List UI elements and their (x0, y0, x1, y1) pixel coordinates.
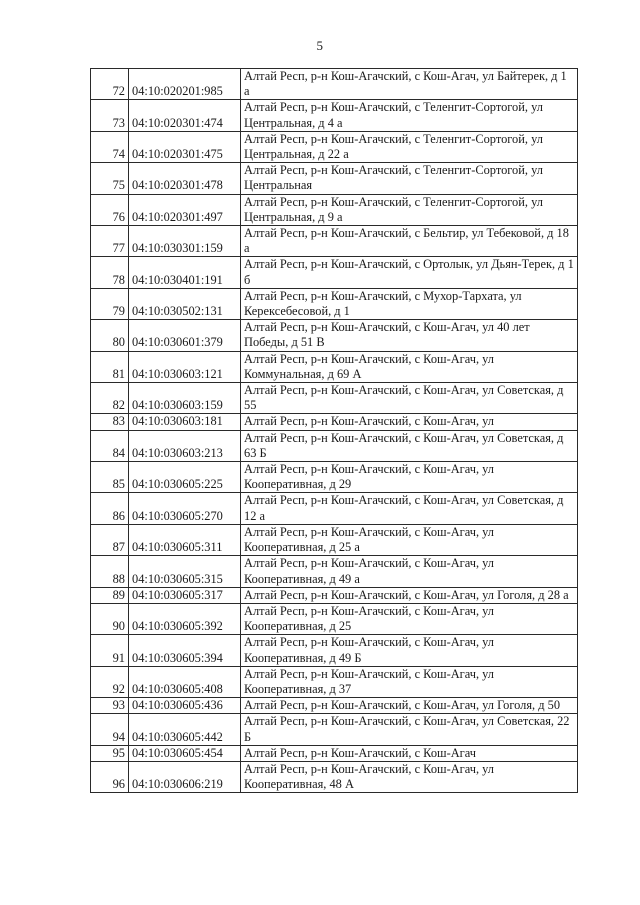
table-row (91, 714, 578, 745)
table-row (91, 69, 578, 100)
property-address: Алтай Респ, р-н Кош-Агачский, с Кош-Агач (241, 745, 578, 761)
cadastral-number: 04:10:030603:181 (129, 414, 241, 430)
cadastral-number: 04:10:030603:159 (129, 383, 241, 414)
cadastral-number: 04:10:030605:392 (129, 603, 241, 634)
cadastral-number: 04:10:030605:311 (129, 524, 241, 555)
property-address: Алтай Респ, р-н Кош-Агачский, с Кош-Агач, ул (241, 414, 578, 430)
row-number: 82 (91, 383, 129, 414)
cadastral-number: 04:10:030605:436 (129, 698, 241, 714)
row-number: 79 (91, 288, 129, 319)
property-address: Алтай Респ, р-н Кош-Агачский, с Кош-Агач, ул Коммунальная, д 69 А (241, 351, 578, 382)
cadastral-number: 04:10:020301:474 (129, 100, 241, 131)
row-number: 94 (91, 714, 129, 745)
property-address: Алтай Респ, р-н Кош-Агачский, с Кош-Агач, ул Кооперативная, д 25 (241, 603, 578, 634)
row-number: 96 (91, 761, 129, 792)
cadastral-number: 04:10:020201:985 (129, 69, 241, 100)
row-number: 75 (91, 163, 129, 194)
row-number: 85 (91, 462, 129, 493)
row-number: 83 (91, 414, 129, 430)
table-row (91, 462, 578, 493)
property-table (90, 68, 578, 793)
row-number: 87 (91, 524, 129, 555)
table-row (91, 603, 578, 634)
cadastral-number: 04:10:030601:379 (129, 320, 241, 351)
table-row (91, 383, 578, 414)
table-row (91, 414, 578, 430)
property-address: Алтай Респ, р-н Кош-Агачский, с Кош-Агач, ул Кооперативная, 48 А (241, 761, 578, 792)
row-number: 90 (91, 603, 129, 634)
row-number: 76 (91, 194, 129, 225)
cadastral-number: 04:10:030502:131 (129, 288, 241, 319)
cadastral-number: 04:10:030605:394 (129, 635, 241, 666)
cadastral-number: 04:10:030605:270 (129, 493, 241, 524)
cadastral-number: 04:10:020301:475 (129, 131, 241, 162)
table-row (91, 493, 578, 524)
cadastral-number: 04:10:020301:478 (129, 163, 241, 194)
cadastral-number: 04:10:030605:225 (129, 462, 241, 493)
cadastral-number: 04:10:030605:315 (129, 556, 241, 587)
table-row (91, 666, 578, 697)
table-row (91, 100, 578, 131)
row-number: 92 (91, 666, 129, 697)
property-address: Алтай Респ, р-н Кош-Агачский, с Кош-Агач, ул Гоголя, д 50 (241, 698, 578, 714)
table-row (91, 698, 578, 714)
table-row (91, 194, 578, 225)
table-row (91, 288, 578, 319)
property-address: Алтай Респ, р-н Кош-Агачский, с Кош-Агач, ул Гоголя, д 28 а (241, 587, 578, 603)
property-address: Алтай Респ, р-н Кош-Агачский, с Бельтир, ул Тебековой, д 18 а (241, 226, 578, 257)
cadastral-number: 04:10:030606:219 (129, 761, 241, 792)
row-number: 77 (91, 226, 129, 257)
row-number: 81 (91, 351, 129, 382)
table-row (91, 430, 578, 461)
property-address: Алтай Респ, р-н Кош-Агачский, с Кош-Агач, ул Кооперативная, д 49 а (241, 556, 578, 587)
table-row (91, 635, 578, 666)
table-row (91, 556, 578, 587)
cadastral-number: 04:10:030301:159 (129, 226, 241, 257)
table-row (91, 587, 578, 603)
row-number: 88 (91, 556, 129, 587)
property-address: Алтай Респ, р-н Кош-Агачский, с Кош-Агач, ул Кооперативная, д 29 (241, 462, 578, 493)
property-address: Алтай Респ, р-н Кош-Агачский, с Теленгит-Сортогой, ул Центральная, д 4 а (241, 100, 578, 131)
property-address: Алтай Респ, р-н Кош-Агачский, с Кош-Агач, ул Кооперативная, д 37 (241, 666, 578, 697)
property-address: Алтай Респ, р-н Кош-Агачский, с Кош-Агач, ул Советская, д 55 (241, 383, 578, 414)
cadastral-number: 04:10:030605:442 (129, 714, 241, 745)
row-number: 86 (91, 493, 129, 524)
cadastral-number: 04:10:030603:121 (129, 351, 241, 382)
cadastral-number: 04:10:030605:454 (129, 745, 241, 761)
property-address: Алтай Респ, р-н Кош-Агачский, с Кош-Агач, ул Советская, д 63 Б (241, 430, 578, 461)
table-row (91, 745, 578, 761)
row-number: 93 (91, 698, 129, 714)
property-address: Алтай Респ, р-н Кош-Агачский, с Кош-Агач, ул Советская, д 12 а (241, 493, 578, 524)
cadastral-number: 04:10:020301:497 (129, 194, 241, 225)
row-number: 73 (91, 100, 129, 131)
property-address: Алтай Респ, р-н Кош-Агачский, с Ортолык, ул Дьян-Терек, д 1 б (241, 257, 578, 288)
property-address: Алтай Респ, р-н Кош-Агачский, с Мухор-Тархата, ул Керексебесовой, д 1 (241, 288, 578, 319)
table-row (91, 351, 578, 382)
table-row (91, 320, 578, 351)
row-number: 91 (91, 635, 129, 666)
row-number: 89 (91, 587, 129, 603)
table-row (91, 761, 578, 792)
row-number: 78 (91, 257, 129, 288)
row-number: 80 (91, 320, 129, 351)
table-row (91, 257, 578, 288)
table-row (91, 163, 578, 194)
table-row (91, 131, 578, 162)
property-address: Алтай Респ, р-н Кош-Агачский, с Теленгит-Сортогой, ул Центральная, д 22 а (241, 131, 578, 162)
cadastral-number: 04:10:030605:408 (129, 666, 241, 697)
page-number: 5 (316, 38, 324, 53)
row-number: 84 (91, 430, 129, 461)
row-number: 95 (91, 745, 129, 761)
property-address: Алтай Респ, р-н Кош-Агачский, с Кош-Агач, ул Байтерек, д 1 а (241, 69, 578, 100)
property-table-body (91, 69, 578, 793)
table-row (91, 226, 578, 257)
cadastral-number: 04:10:030605:317 (129, 587, 241, 603)
cadastral-number: 04:10:030603:213 (129, 430, 241, 461)
cadastral-number: 04:10:030401:191 (129, 257, 241, 288)
property-address: Алтай Респ, р-н Кош-Агачский, с Кош-Агач, ул Советская, 22 Б (241, 714, 578, 745)
property-address: Алтай Респ, р-н Кош-Агачский, с Кош-Агач, ул Кооперативная, д 49 Б (241, 635, 578, 666)
table-row (91, 524, 578, 555)
property-address: Алтай Респ, р-н Кош-Агачский, с Кош-Агач, ул 40 лет Победы, д 51 В (241, 320, 578, 351)
row-number: 74 (91, 131, 129, 162)
property-address: Алтай Респ, р-н Кош-Агачский, с Теленгит-Сортогой, ул Центральная, д 9 а (241, 194, 578, 225)
property-address: Алтай Респ, р-н Кош-Агачский, с Кош-Агач, ул Кооперативная, д 25 а (241, 524, 578, 555)
property-address: Алтай Респ, р-н Кош-Агачский, с Теленгит-Сортогой, ул Центральная (241, 163, 578, 194)
row-number: 72 (91, 69, 129, 100)
